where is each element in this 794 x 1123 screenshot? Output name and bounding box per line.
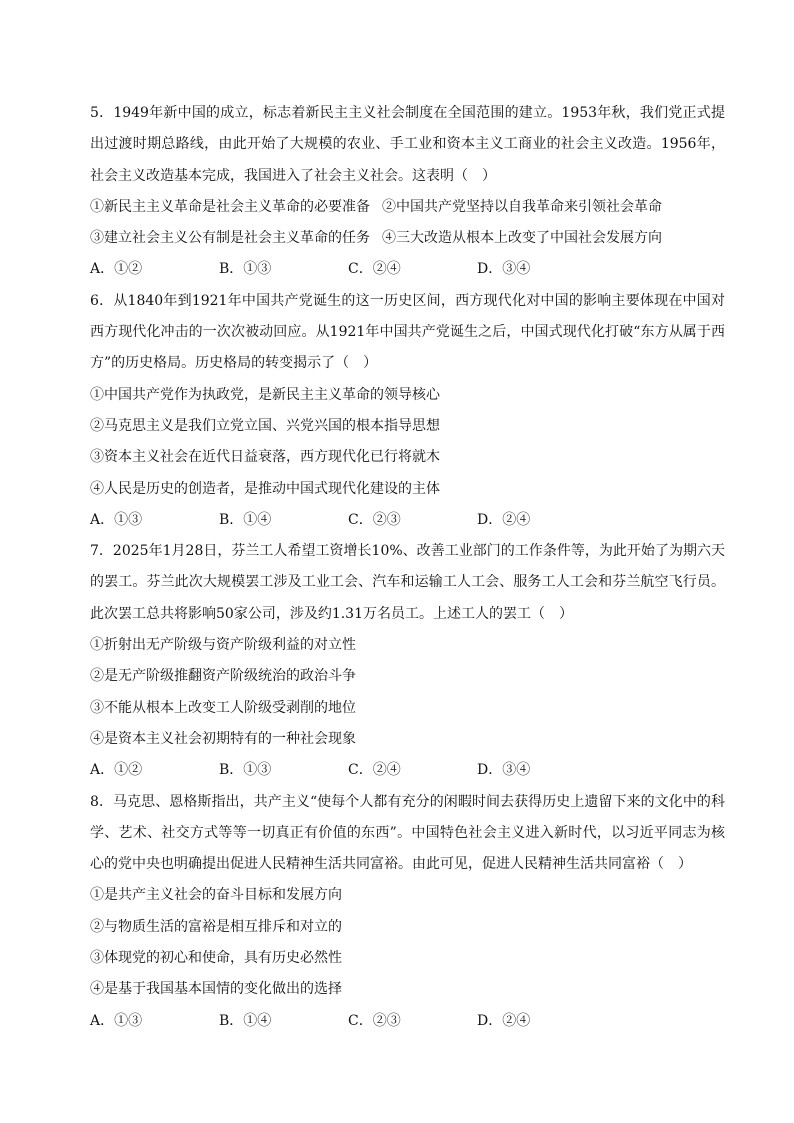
option-item: ②与物质生活的富裕是相互排斥和对立的 xyxy=(90,918,342,935)
option-item: ④是资本主义社会初期特有的一种社会现象 xyxy=(90,730,356,747)
option-item: ②中国共产党坚持以自我革命来引领社会革命 xyxy=(382,198,662,215)
option-row xyxy=(90,192,725,223)
option-item: ④三大改造从根本上改变了中国社会发展方向 xyxy=(382,230,662,247)
option-item: ④人民是历史的创造者，是推动中国式现代化建设的主体 xyxy=(90,480,440,497)
choice-c[interactable]: C．②④ xyxy=(348,762,401,779)
question-stem: 8．马克思、恩格斯指出，共产主义“使每个人都有充分的闲暇时间去获得历史上遗留下来的文化中的科学、艺术、社交方式等等一切真正有价值的东西”。中国特色社会主义进入新时代，以习近平同志为核心的党中央也明确提出促进人民精神生活共同富裕。由此可见，促进人民精神生活共同富裕（ ） xyxy=(90,793,725,873)
choice-d[interactable]: D．③④ xyxy=(477,762,531,779)
choice-a[interactable]: A．①③ xyxy=(90,511,143,528)
choice-b[interactable]: B．①④ xyxy=(219,1012,272,1029)
answer-choices xyxy=(90,505,725,536)
choice-a[interactable]: A．①② xyxy=(90,261,143,278)
answer-choices xyxy=(90,1006,725,1037)
question-5 xyxy=(90,98,725,286)
option-item: ③体现党的初心和使命，具有历史必然性 xyxy=(90,950,342,967)
option-item: ①新民主主义革命是社会主义革命的必要准备 xyxy=(90,198,370,215)
question-stem: 6．从1840年到1921年中国共产党诞生的这一历史区间，西方现代化对中国的影响主要体现在中国对西方现代化冲击的一次次被动回应。从1921年中国共产党诞生之后，中国式现代化打破“东方从属于西方”的历史格局。历史格局的转变揭示了（ ） xyxy=(90,292,725,372)
question-7 xyxy=(90,536,725,786)
choice-a[interactable]: A．①② xyxy=(90,762,143,779)
choice-b[interactable]: B．①③ xyxy=(219,762,272,779)
choice-c[interactable]: C．②④ xyxy=(348,261,401,278)
choice-a[interactable]: A．①③ xyxy=(90,1012,143,1029)
option-row xyxy=(90,223,725,254)
question-stem: 7．2025年1月28日，芬兰工人希望工资增长10%、改善工业部门的工作条件等，为此开始了为期六天的罢工。芬兰此次大规模罢工涉及工业工会、汽车和运输工人工会、服务工人工会和芬兰航空飞行员。此次罢工总共将影响50家公司，涉及约1.31万名员工。上述工人的罢工（ ） xyxy=(90,543,725,622)
choice-d[interactable]: D．②④ xyxy=(477,1012,531,1029)
question-stem: 5．1949年新中国的成立，标志着新民主主义社会制度在全国范围的建立。1953年秋，我们党正式提出过渡时期总路线，由此开始了大规模的农业、手工业和资本主义工商业的社会主义改造。1956年，社会主义改造基本完成，我国进入了社会主义社会。这表明（ ） xyxy=(90,105,725,184)
option-item: ③建立社会主义公有制是社会主义革命的任务 xyxy=(90,230,370,247)
answer-choices xyxy=(90,755,725,786)
option-item: ③资本主义社会在近代日益衰落，西方现代化已行将就木 xyxy=(90,449,440,466)
option-item: ③不能从根本上改变工人阶级受剥削的地位 xyxy=(90,699,356,716)
choice-b[interactable]: B．①③ xyxy=(219,261,272,278)
question-8 xyxy=(90,787,725,1037)
option-item: ①是共产主义社会的奋斗目标和发展方向 xyxy=(90,887,342,904)
choice-b[interactable]: B．①④ xyxy=(219,511,272,528)
choice-c[interactable]: C．②③ xyxy=(348,511,401,528)
option-item: ②是无产阶级推翻资产阶级统治的政治斗争 xyxy=(90,668,356,685)
option-item: ①中国共产党作为执政党，是新民主主义革命的领导核心 xyxy=(90,386,440,403)
option-item: ④是基于我国基本国情的变化做出的选择 xyxy=(90,981,342,998)
option-item: ②马克思主义是我们立党立国、兴党兴国的根本指导思想 xyxy=(90,417,440,434)
choice-d[interactable]: D．②④ xyxy=(477,511,531,528)
answer-choices xyxy=(90,254,725,285)
choice-c[interactable]: C．②③ xyxy=(348,1012,401,1029)
question-page xyxy=(90,98,725,1037)
question-6 xyxy=(90,286,725,536)
choice-d[interactable]: D．③④ xyxy=(477,261,531,278)
option-item: ①折射出无产阶级与资产阶级利益的对立性 xyxy=(90,637,356,654)
